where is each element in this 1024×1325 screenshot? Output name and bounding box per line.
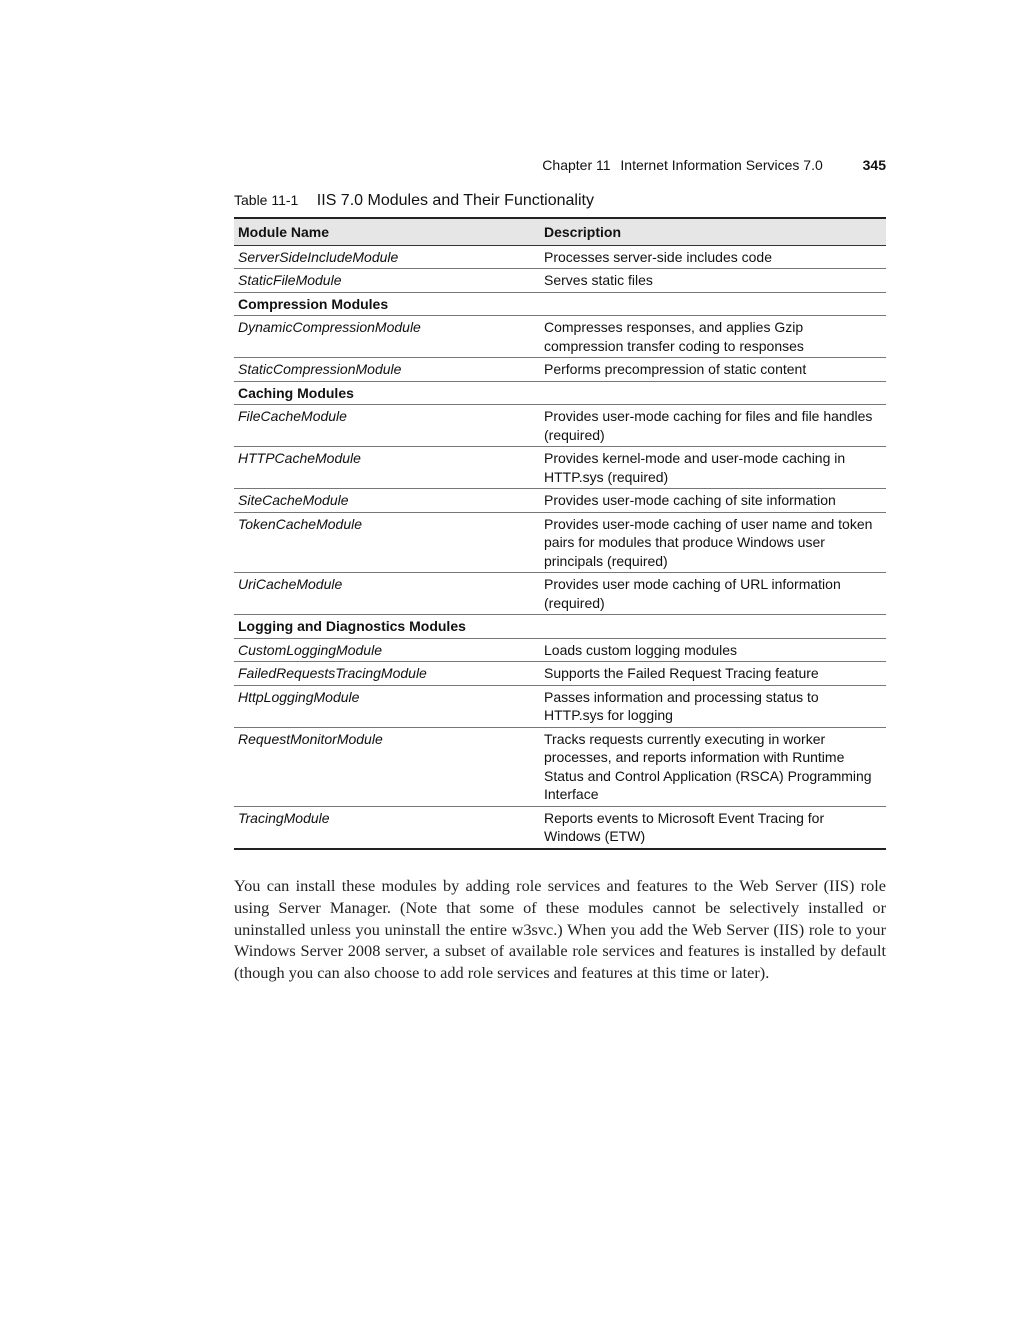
module-description: Reports events to Microsoft Event Tracing for Windows (ETW) (540, 806, 886, 849)
table-caption (234, 192, 594, 210)
column-header-module-name: Module Name (234, 218, 540, 245)
table-row (234, 358, 886, 382)
table-title: IIS 7.0 Modules and Their Functionality (316, 192, 594, 209)
table-body (234, 245, 886, 849)
module-description (540, 381, 886, 405)
page-number: 345 (862, 157, 886, 173)
table-row (234, 573, 886, 615)
module-description: Provides user-mode caching of site information (540, 489, 886, 513)
module-name: FailedRequestsTracingModule (234, 662, 540, 686)
table-row (234, 638, 886, 662)
group-heading: Logging and Diagnostics Modules (234, 615, 540, 639)
table-row (234, 269, 886, 293)
group-heading: Caching Modules (234, 381, 540, 405)
module-description: Supports the Failed Request Tracing feature (540, 662, 886, 686)
module-name: ServerSideIncludeModule (234, 245, 540, 269)
module-name: TracingModule (234, 806, 540, 849)
table-row (234, 512, 886, 573)
column-header-description: Description (540, 218, 886, 245)
table-row (234, 489, 886, 513)
modules-table (234, 217, 886, 850)
module-name: StaticFileModule (234, 269, 540, 293)
module-description: Processes server-side includes code (540, 245, 886, 269)
module-name: TokenCacheModule (234, 512, 540, 573)
module-description: Provides user mode caching of URL information (required) (540, 573, 886, 615)
table-header-row (234, 218, 886, 245)
table-group-row (234, 381, 886, 405)
module-description: Serves static files (540, 269, 886, 293)
module-name: FileCacheModule (234, 405, 540, 447)
table-row (234, 245, 886, 269)
table-group-row (234, 292, 886, 316)
module-description: Compresses responses, and applies Gzip compression transfer coding to responses (540, 316, 886, 358)
table-row (234, 447, 886, 489)
module-name: HttpLoggingModule (234, 685, 540, 727)
module-name: StaticCompressionModule (234, 358, 540, 382)
module-description: Performs precompression of static content (540, 358, 886, 382)
module-description: Provides user-mode caching for files and file handles (required) (540, 405, 886, 447)
table-number: Table 11-1 (234, 192, 299, 208)
module-name: DynamicCompressionModule (234, 316, 540, 358)
running-header (234, 157, 886, 173)
table-row (234, 316, 886, 358)
body-paragraph: You can install these modules by adding role services and features to the Web Server (IIS) role using Server Manager. (Note that some of these modules cannot be selectively installed or uninstalled unless you uninstall the entire w3svc.) When you add the Web Server (IIS) role to your Windows Server 2008 server, a subset of available role services and features is installed by default (though you can also choose to add role services and features at this time or later). (234, 876, 886, 983)
module-description: Passes information and processing status to HTTP.sys for logging (540, 685, 886, 727)
table-row (234, 727, 886, 806)
module-name: SiteCacheModule (234, 489, 540, 513)
module-description: Provides kernel-mode and user-mode caching in HTTP.sys (required) (540, 447, 886, 489)
table-row (234, 685, 886, 727)
chapter-title: Internet Information Services 7.0 (620, 157, 823, 173)
table-group-row (234, 615, 886, 639)
module-name: CustomLoggingModule (234, 638, 540, 662)
module-name: RequestMonitorModule (234, 727, 540, 806)
module-name: UriCacheModule (234, 573, 540, 615)
table-row (234, 405, 886, 447)
group-heading: Compression Modules (234, 292, 540, 316)
module-description (540, 292, 886, 316)
module-description: Provides user-mode caching of user name and token pairs for modules that produce Windows user principals (required) (540, 512, 886, 573)
module-name: HTTPCacheModule (234, 447, 540, 489)
table-row (234, 662, 886, 686)
chapter-label: Chapter 11 (542, 157, 611, 173)
module-description: Loads custom logging modules (540, 638, 886, 662)
module-description (540, 615, 886, 639)
module-description: Tracks requests currently executing in worker processes, and reports information with Runtime Status and Control Application (RSCA) Programming Interface (540, 727, 886, 806)
table-row (234, 806, 886, 849)
